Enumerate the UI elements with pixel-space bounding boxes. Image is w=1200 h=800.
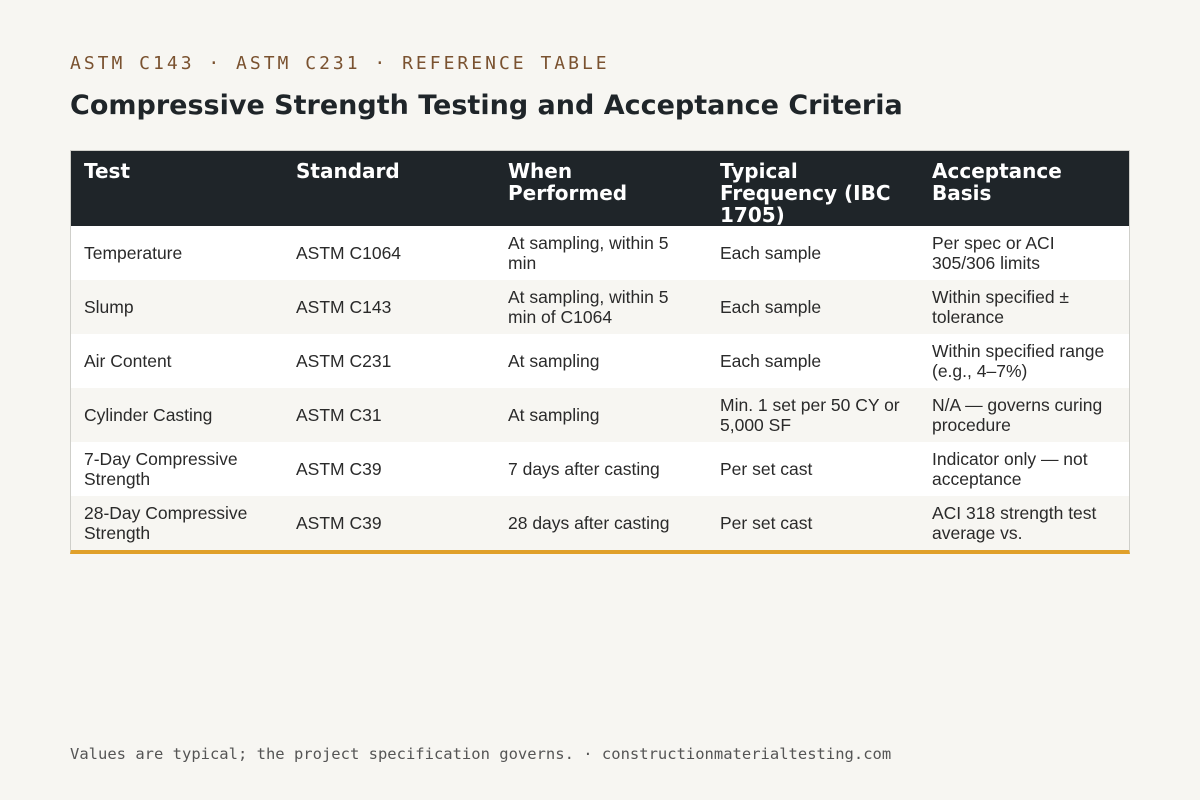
column-header-acceptance-basis: Acceptance Basis xyxy=(932,159,1062,205)
header-row xyxy=(71,151,1129,226)
column-header-when-performed: When Performed xyxy=(508,159,628,205)
cell-standard: ASTM C231 xyxy=(296,351,392,371)
cell-standard: ASTM C31 xyxy=(296,405,382,425)
cell-when-performed: At sampling xyxy=(508,405,600,425)
cell-frequency: Each sample xyxy=(720,243,822,263)
cell-acceptance: Within specified ± tolerance xyxy=(932,287,1070,327)
cell-when-performed: At sampling, within 5 min of C1064 xyxy=(508,287,669,327)
cell-test: 28-Day Compressive Strength xyxy=(84,503,248,543)
cell-frequency: Per set cast xyxy=(720,513,813,533)
cell-when-performed: 7 days after casting xyxy=(508,459,660,479)
cell-test: Temperature xyxy=(84,243,183,263)
cell-when-performed: At sampling xyxy=(508,351,600,371)
footer-note: Values are typical; the project specification governs. · constructionmaterialtesting.com xyxy=(70,745,892,763)
table-row xyxy=(71,226,1129,280)
table-row xyxy=(71,334,1129,388)
cell-when-performed: 28 days after casting xyxy=(508,513,670,533)
cell-standard: ASTM C39 xyxy=(296,513,382,533)
cell-frequency: Each sample xyxy=(720,351,822,371)
cell-test: 7-Day Compressive Strength xyxy=(84,449,238,489)
cell-standard: ASTM C143 xyxy=(296,297,392,317)
table-header xyxy=(71,151,1129,226)
cell-standard: ASTM C39 xyxy=(296,459,382,479)
table-row xyxy=(71,496,1129,550)
table-body xyxy=(71,226,1129,550)
column-header-test: Test xyxy=(84,159,131,183)
table-row xyxy=(71,442,1129,496)
cell-acceptance: Per spec or ACI 305/306 limits xyxy=(932,233,1055,273)
cell-test: Cylinder Casting xyxy=(84,405,213,425)
cell-test: Slump xyxy=(84,297,134,317)
cell-frequency: Per set cast xyxy=(720,459,813,479)
cell-standard: ASTM C1064 xyxy=(296,243,402,263)
table-row xyxy=(71,280,1129,334)
cell-test: Air Content xyxy=(84,351,172,371)
table-row xyxy=(71,388,1129,442)
eyebrow-label: ASTM C143 · ASTM C231 · REFERENCE TABLE xyxy=(70,53,610,74)
column-header-typical-frequency: Typical Frequency (IBC 1705) xyxy=(720,159,891,227)
cell-acceptance: Indicator only — not acceptance xyxy=(932,449,1088,489)
cell-acceptance: N/A — governs curing procedure xyxy=(932,395,1103,435)
cell-frequency: Each sample xyxy=(720,297,822,317)
cell-acceptance: Within specified range (e.g., 4–7%) xyxy=(932,341,1105,381)
column-header-standard: Standard xyxy=(296,159,400,183)
cell-frequency: Min. 1 set per 50 CY or 5,000 SF xyxy=(720,395,900,435)
reference-table xyxy=(71,151,1129,550)
page-title: Compressive Strength Testing and Acceptance Criteria xyxy=(70,90,903,121)
cell-acceptance: ACI 318 strength test average vs. xyxy=(932,503,1097,543)
reference-table-container xyxy=(70,150,1130,554)
cell-when-performed: At sampling, within 5 min xyxy=(508,233,669,273)
